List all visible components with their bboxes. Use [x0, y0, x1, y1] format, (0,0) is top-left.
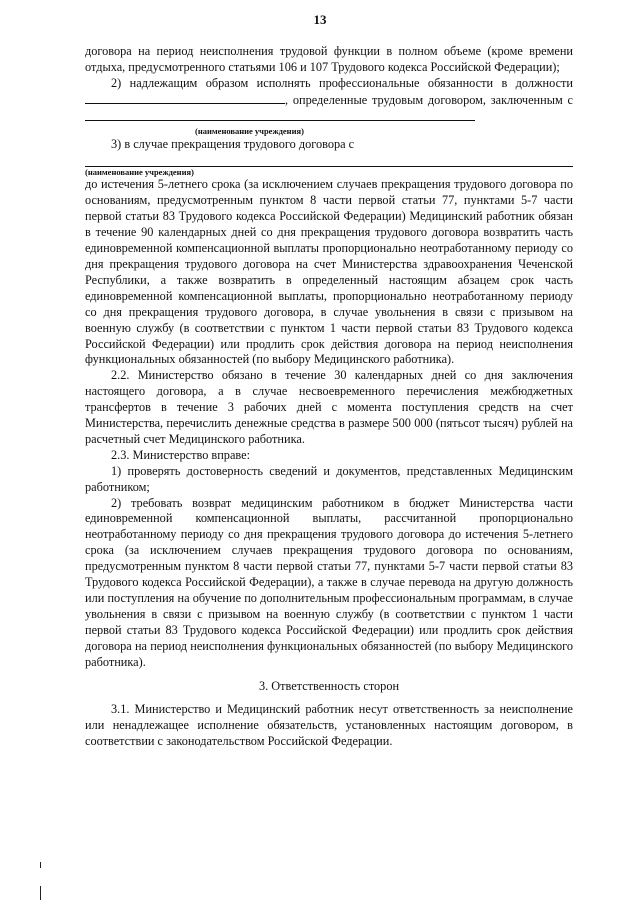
scan-margin-mark-upper	[40, 862, 41, 868]
section-3-title: 3. Ответственность сторон	[258, 678, 400, 693]
obligation-2-text-end: , определенные трудовым договором, заключенным с	[285, 92, 573, 107]
scan-margin-mark-lower	[40, 886, 41, 900]
paragraph-continuation: договора на период неисполнения трудовой функции в полном объеме (кроме времени отдыха, предусмотренного статьями 106 и 107 Трудового кодекса Российской Федерации);	[85, 44, 573, 74]
paragraph-obligation-3-intro: 3) в случае прекращения трудового договора с	[111, 136, 355, 151]
obligation-2-text-start: 2) надлежащим образом исполнять профессиональные обязанности в должности	[111, 75, 573, 90]
institution-blank-field-2	[85, 152, 573, 166]
paragraph-obligation-2	[85, 76, 573, 126]
paragraph-obligation-3-body: до истечения 5-летнего срока (за исключением случаев прекращения трудового договора по основаниям, предусмотренным пунктом 8 части первой статьи 77, пунктами 5-7 части первой статьи 83 Трудового кодекса Российской Федерации) Медицинский работник обязан в течение 90 календарных дней со дня прекращения трудового договора возвратить часть единовременной компенсационной выплаты пропорционально неотработанному периоду со дня прекращения трудового договора на счет Министерства здравоохранения Чеченской Республики, а также возвратить в определенный настоящим абзацем срок часть единовременной компенсационной выплаты, пропорционально неотработанному периоду со дня прекращения трудового договора, в случае увольнения в связи с призывом на военную службу (в соответствии с пунктом 1 части первой статьи 83 Трудового кодекса Российской Федерации) или продлить срок действия договора на период неисполнения функциональных обязанностей (по выбору Медицинского работника).	[85, 177, 573, 367]
page-number: 13	[313, 12, 327, 27]
paragraph-2-3-item-2: 2) требовать возврат медицинским работником в бюджет Министерства части единовременной компенсационной выплаты, рассчитанной пропорционально неотработанному периоду со дня прекращения трудового договора до истечения 5-летнего срока (за исключением случаев прекращения трудового договора по основаниям, предусмотренным пунктом 8 части первой статьи 77, пунктами 5-7 части первой статьи 83 Трудового кодекса Российской Федерации), а также в случае перевода на другую должность или поступления на обучение по дополнительным профессиональным программам, в случае увольнения в связи с призывом на военную службу (в соответствии с пунктом 1 части первой статьи 83 Трудового кодекса Российской Федерации) или продлить срок действия договора на период неисполнения функциональных обязанностей (по выбору Медицинского работника).	[85, 495, 573, 669]
caption-institution-2: (наименование учреждения)	[85, 167, 194, 178]
paragraph-2-3: 2.3. Министерство вправе:	[111, 447, 251, 462]
paragraph-3-1: 3.1. Министерство и Медицинский работник несут ответственность за неисполнение или ненадлежащее исполнение обязательств, установленных настоящим договором, в соответствии с законодательством Российской Федерации.	[85, 702, 573, 749]
institution-blank-field-1	[85, 109, 475, 121]
paragraph-2-3-item-1: 1) проверять достоверность сведений и документов, представленных Медицинским работником;	[85, 463, 573, 494]
position-blank-field	[85, 92, 285, 104]
caption-institution-1: (наименование учреждения)	[195, 125, 304, 136]
document-body	[85, 44, 573, 750]
paragraph-2-2: 2.2. Министерство обязано в течение 30 календарных дней со дня заключения настоящего договора, а в случае несвоевременного перечисления межбюджетных трансфертов в течение 3 рабочих дней с момента поступления средств на счет Министерства, перечислить денежные средства в размере 500 000 (пятьсот тысяч) рублей на расчетный счет Медицинского работника.	[85, 368, 573, 446]
